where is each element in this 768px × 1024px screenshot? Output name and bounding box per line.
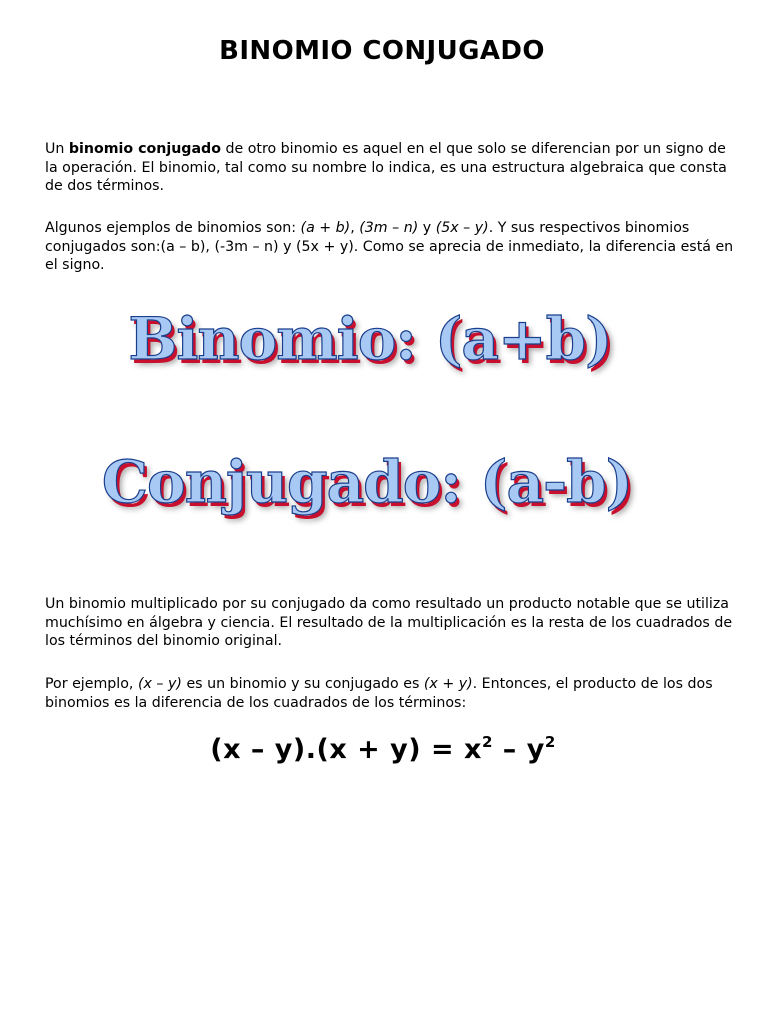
paragraph-examples	[45, 219, 735, 275]
binomio-banner: Binomio: (a+b)	[128, 305, 612, 373]
example-binomial: (5x – y)	[435, 220, 489, 236]
text-run: de otro binomio es aquel en el que solo se diferencian por un signo de la operación. El binomio, tal como su nombre lo indica, es una estructura algebraica que consta de dos términos.	[45, 141, 727, 194]
text-run: es un binomio y su conjugado es	[181, 676, 424, 692]
equation-right: – y	[492, 734, 545, 765]
example-binomial: (x + y)	[423, 676, 473, 692]
text-run: y	[418, 220, 436, 236]
text-run: Un	[45, 141, 69, 157]
text-run: ,	[350, 220, 360, 236]
text-run: . Entonces, el producto de los dos binomios es la diferencia de los cuadrados de los términos:	[45, 676, 713, 711]
paragraph-product: Un binomio multiplicado por su conjugado da como resultado un producto notable que se utiliza muchísimo en álgebra y ciencia. El resultado de la multiplicación es la resta de los cuadrados de los términos del binomio original.	[45, 596, 733, 649]
text-run: . Y sus respectivos binomios conjugados son:(a – b), (-3m – n) y (5x + y). Como se aprecia de inmediato, la diferencia está en el signo.	[45, 220, 734, 273]
document-title: BINOMIO CONJUGADO	[219, 36, 545, 66]
example-binomial: (a + b)	[300, 220, 351, 236]
difference-of-squares-equation	[0, 733, 766, 765]
exponent: 2	[544, 733, 556, 751]
example-binomial: (x – y)	[137, 676, 182, 692]
example-binomial: (3m – n)	[359, 220, 419, 236]
bold-term: binomio conjugado	[68, 141, 221, 157]
text-run: Algunos ejemplos de binomios son:	[45, 220, 301, 236]
paragraph-definition	[45, 140, 735, 196]
exponent: 2	[481, 733, 493, 751]
paragraph-example	[45, 675, 735, 712]
equation-left: (x – y).(x + y) = x	[210, 734, 482, 765]
text-run: Por ejemplo,	[45, 676, 138, 692]
conjugado-banner: Conjugado: (a-b)	[101, 448, 633, 516]
